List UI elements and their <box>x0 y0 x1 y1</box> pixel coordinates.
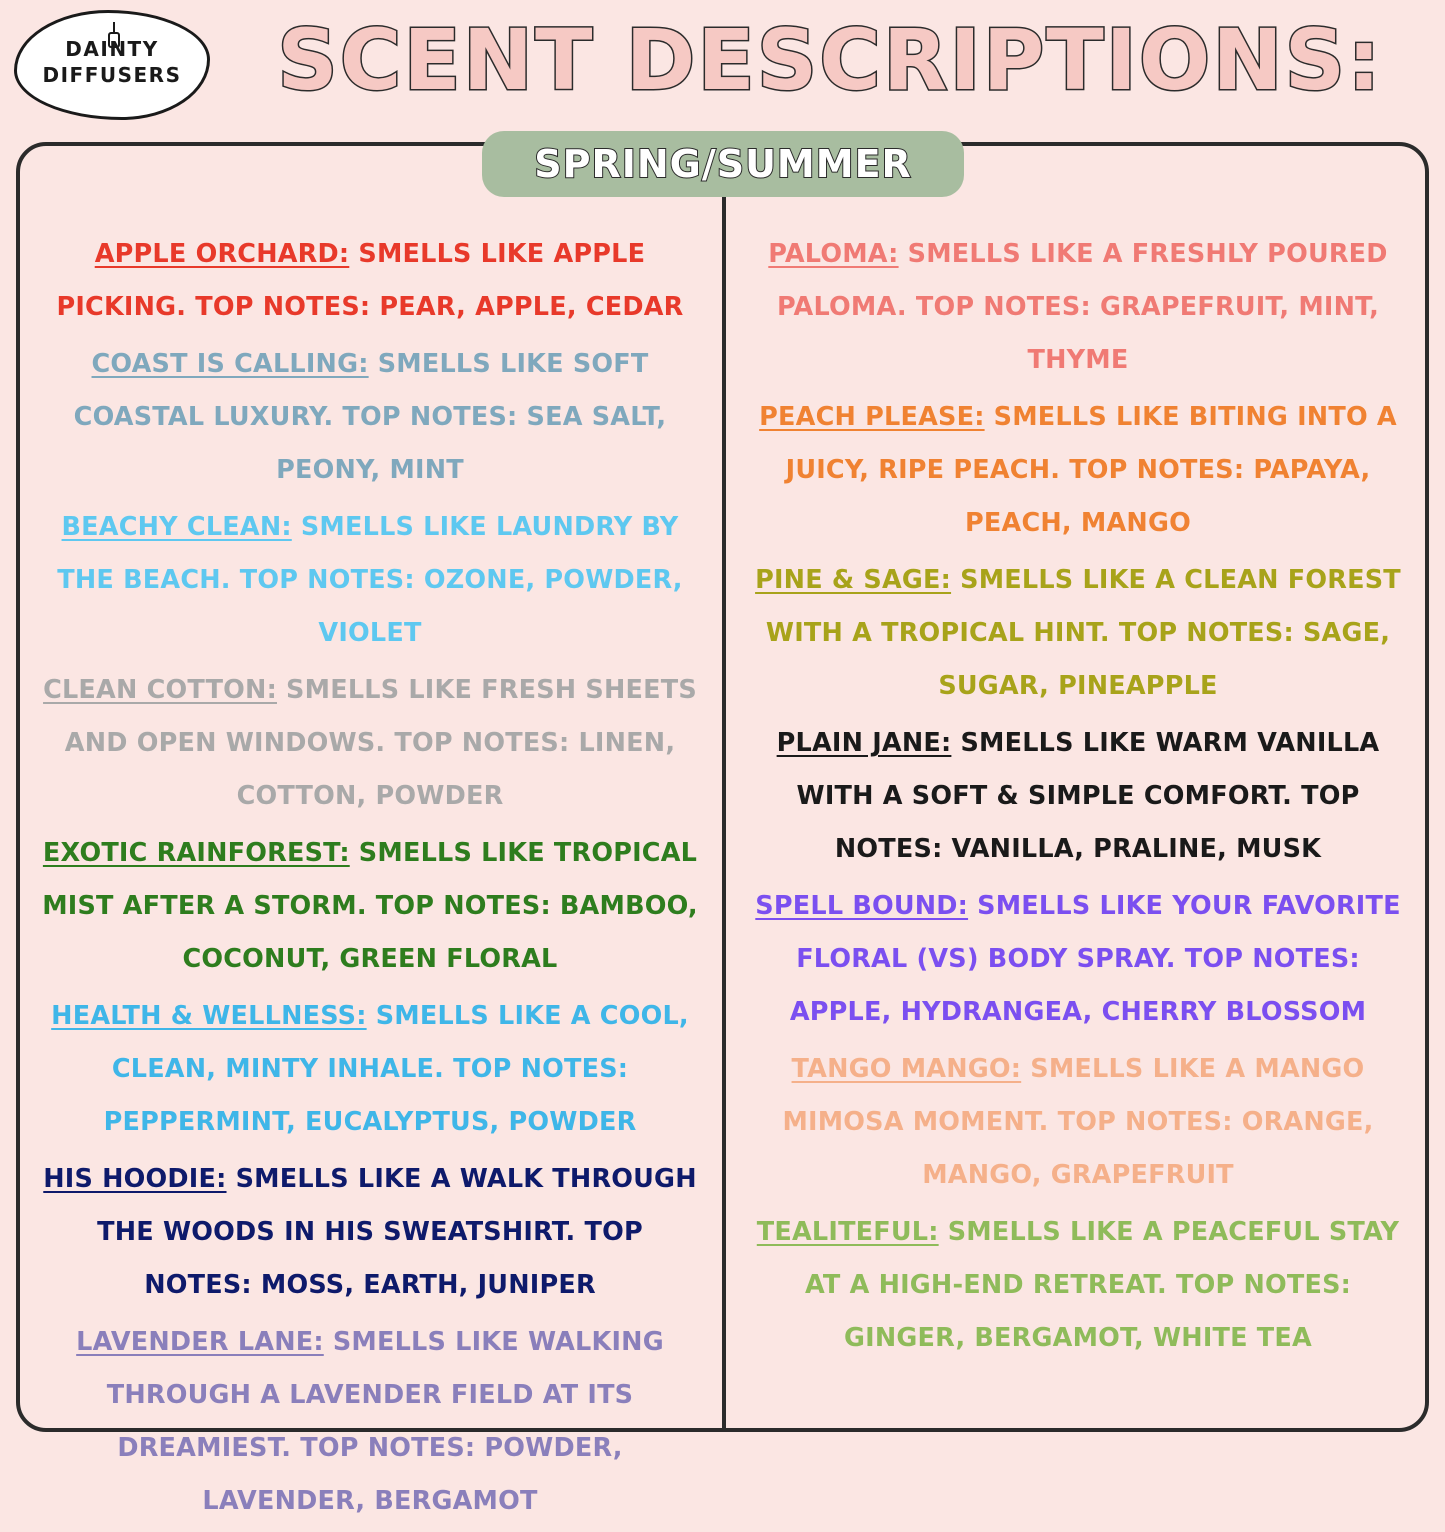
scent-name: HEALTH & WELLNESS: <box>51 1001 367 1031</box>
scent-description: SMELLS LIKE TROPICAL MIST AFTER A STORM. TOP NOTES: BAMBOO, COCONUT, GREEN FLORAL <box>42 838 698 974</box>
scent-description: SMELLS LIKE YOUR FAVORITE FLORAL (VS) BODY SPRAY. TOP NOTES: APPLE, HYDRANGEA, CHERRY BLOSSOM <box>789 891 1401 1027</box>
left-column <box>40 228 700 1532</box>
scent-name: PEACH PLEASE: <box>759 402 985 432</box>
scent-entry <box>748 554 1408 713</box>
scent-name: EXOTIC RAINFOREST: <box>42 838 350 868</box>
scent-entry <box>40 501 700 660</box>
scent-description: SMELLS LIKE A PEACEFUL STAY AT A HIGH-END RETREAT. TOP NOTES: GINGER, BERGAMOT, WHITE TEA <box>804 1217 1400 1353</box>
scent-description: SMELLS LIKE LAUNDRY BY THE BEACH. TOP NOTES: OZONE, POWDER, VIOLET <box>57 512 683 648</box>
scent-name: BEACHY CLEAN: <box>61 512 292 542</box>
scent-entry <box>748 1043 1408 1202</box>
scent-description: SMELLS LIKE WARM VANILLA WITH A SOFT & SIMPLE COMFORT. TOP NOTES: VANILLA, PRALINE, MUSK <box>796 728 1380 864</box>
scent-description: SMELLS LIKE A FRESHLY POURED PALOMA. TOP NOTES: GRAPEFRUIT, MINT, THYME <box>777 239 1388 375</box>
season-badge <box>482 131 964 197</box>
scent-description: SMELLS LIKE FRESH SHEETS AND OPEN WINDOWS. TOP NOTES: LINEN, COTTON, POWDER <box>64 675 697 811</box>
scent-name: PINE & SAGE: <box>755 565 952 595</box>
scent-name: SPELL BOUND: <box>755 891 969 921</box>
scent-name: CLEAN COTTON: <box>43 675 277 705</box>
scent-name: HIS HOODIE: <box>43 1164 227 1194</box>
scent-name: PLAIN JANE: <box>776 728 952 758</box>
scent-description: SMELLS LIKE A WALK THROUGH THE WOODS IN HIS SWEATSHIRT. TOP NOTES: MOSS, EARTH, JUNIPER <box>97 1164 697 1300</box>
scent-name: TANGO MANGO: <box>791 1054 1022 1084</box>
scent-entry <box>40 664 700 823</box>
page-title: SCENT DESCRIPTIONS: <box>277 11 1383 109</box>
scent-entry <box>40 1316 700 1528</box>
scent-entry <box>748 228 1408 387</box>
scent-entry <box>748 880 1408 1039</box>
scent-entry <box>40 1153 700 1312</box>
scent-name: PALOMA: <box>768 239 899 269</box>
scent-entry <box>40 228 700 334</box>
season-badge-label: SPRING/SUMMER <box>534 142 912 186</box>
scent-name: COAST IS CALLING: <box>91 349 369 379</box>
scent-entry <box>40 990 700 1149</box>
scent-description: SMELLS LIKE A MANGO MIMOSA MOMENT. TOP NOTES: ORANGE, MANGO, GRAPEFRUIT <box>782 1054 1374 1190</box>
scent-name: LAVENDER LANE: <box>76 1327 324 1357</box>
scent-name: TEALITEFUL: <box>756 1217 939 1247</box>
scent-name: APPLE ORCHARD: <box>94 239 350 269</box>
scent-description: SMELLS LIKE SOFT COASTAL LUXURY. TOP NOTES: SEA SALT, PEONY, MINT <box>73 349 667 485</box>
brand-logo <box>14 10 210 120</box>
scent-entry <box>40 338 700 497</box>
scent-entry <box>40 827 700 986</box>
scent-description: SMELLS LIKE APPLE PICKING. TOP NOTES: PEAR, APPLE, CEDAR <box>56 239 684 322</box>
logo-text <box>14 36 210 88</box>
scent-description: SMELLS LIKE A CLEAN FOREST WITH A TROPICAL HINT. TOP NOTES: SAGE, SUGAR, PINEAPPLE <box>765 565 1401 701</box>
column-divider <box>722 160 726 1432</box>
logo-line-2: DIFFUSERS <box>42 63 182 87</box>
logo-line-1: DAINTY <box>65 37 159 61</box>
scent-description: SMELLS LIKE A COOL, CLEAN, MINTY INHALE. TOP NOTES: PEPPERMINT, EUCALYPTUS, POWDER <box>103 1001 689 1137</box>
scent-entry <box>748 391 1408 550</box>
scent-description: SMELLS LIKE BITING INTO A JUICY, RIPE PEACH. TOP NOTES: PAPAYA, PEACH, MANGO <box>785 402 1397 538</box>
right-column <box>748 228 1408 1369</box>
scent-entry <box>748 1206 1408 1365</box>
scent-entry <box>748 717 1408 876</box>
scent-description: SMELLS LIKE WALKING THROUGH A LAVENDER FIELD AT ITS DREAMIEST. TOP NOTES: POWDER, LAVENDER, BERGAMOT <box>106 1327 664 1516</box>
